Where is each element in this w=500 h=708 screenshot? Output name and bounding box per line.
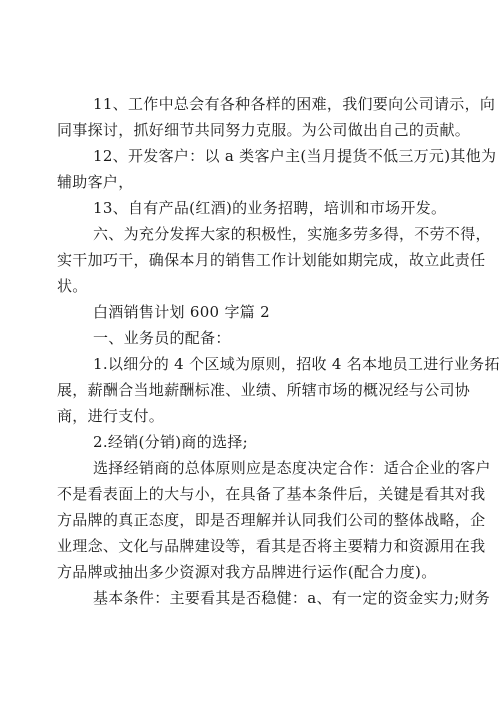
text-line: 不是看表面上的大与小，在具备了基本条件后，关键是看其对我 — [57, 485, 486, 503]
text-line: 业理念、文化与品牌建设等，看其是否将主要精力和资源用在我 — [57, 537, 486, 555]
text-line: 商，进行支付。 — [57, 407, 165, 425]
text-line: 11、工作中总会有各种各样的困难，我们要向公司请示，向 — [93, 95, 496, 113]
text-line: 方品牌或抽出多少资源对我方品牌进行运作(配合力度)。 — [57, 563, 437, 581]
text-line: 基本条件：主要看其是否稳健：a、有一定的资金实力;财务 — [93, 589, 491, 607]
text-line: 2.经销(分销)商的选择; — [93, 433, 248, 451]
text-line: 同事探讨，抓好细节共同努力克服。为公司做出自己的贡献。 — [57, 121, 471, 139]
text-line: 辅助客户， — [57, 173, 134, 191]
text-line: 状。 — [57, 277, 88, 295]
text-line: 方品牌的真正态度，即是否理解并认同我们公司的整体战略，企 — [57, 511, 486, 529]
text-line: 一、业务员的配备： — [93, 329, 231, 347]
text-line: 13、自有产品(红酒)的业务招聘，培训和市场开发。 — [93, 199, 447, 217]
text-line: 1.以细分的 4 个区域为原则，招收 4 名本地员工进行业务拓 — [93, 355, 500, 373]
section-heading: 白酒销售计划 600 字篇 2 — [93, 303, 270, 321]
text-line: 实干加巧干，确保本月的销售工作计划能如期完成，故立此责任 — [57, 251, 486, 269]
text-line: 12、开发客户：以 a 类客户主(当月提货不低三万元)其他为 — [93, 147, 497, 165]
text-line: 展，薪酬合当地薪酬标准、业绩、所辖市场的概况经与公司协 — [57, 381, 471, 399]
text-line: 六、为充分发挥大家的积极性，实施多劳多得，不劳不得， — [93, 225, 491, 243]
text-line: 选择经销商的总体原则应是态度决定合作：适合企业的客户 — [93, 459, 491, 477]
